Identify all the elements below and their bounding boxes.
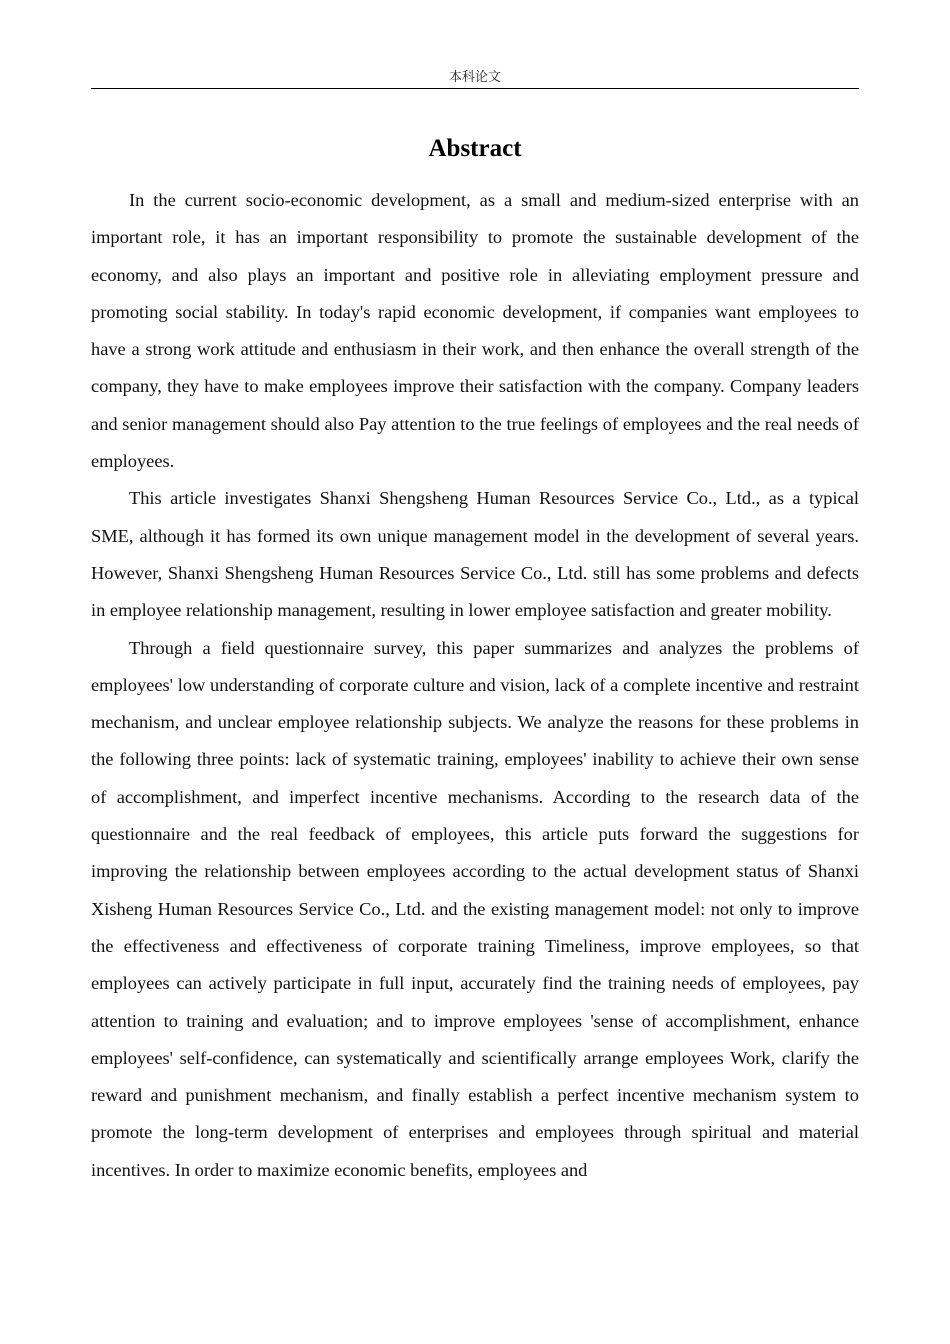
abstract-paragraph-1: In the current socio-economic development, as a small and medium-sized enterprise with an important role, it has an important responsibility to promote the sustainable development of the economy, and also plays an important and positive role in alleviating employment pressure and promoting social stability. In today's rapid economic development, if companies want employees to have a strong work attitude and enthusiasm in their work, and then enhance the overall strength of the company, they have to make employees improve their satisfaction with the company. Company leaders and senior management should also Pay attention to the true feelings of employees and the real needs of employees. xyxy=(91,190,859,472)
abstract-paragraph-2: This article investigates Shanxi Shengsheng Human Resources Service Co., Ltd., as a typical SME, although it has formed its own unique management model in the development of several years. However, Shanxi Shengsheng Human Resources Service Co., Ltd. still has some problems and defects in employee relationship management, resulting in lower employee satisfaction and greater mobility. xyxy=(91,488,859,621)
running-header: 本科论文 xyxy=(448,70,501,85)
header-rule xyxy=(91,88,859,89)
abstract-paragraph-3: Through a field questionnaire survey, this paper summarizes and analyzes the problems of employees' low understanding of corporate culture and vision, lack of a complete incentive and restraint mechanism, and unclear employee relationship subjects. We analyze the reasons for these problems in the following three points: lack of systematic training, employees' inability to achieve their own sense of accomplishment, and imperfect incentive mechanisms. According to the research data of the questionnaire and the real feedback of employees, this article puts forward the suggestions for improving the relationship between employees according to the actual development status of Shanxi Xisheng Human Resources Service Co., Ltd. and the existing management model: not only to improve the effectiveness and effectiveness of corporate training Timeliness, improve employees, so that employees can actively participate in full input, accurately find the training needs of employees, pay attention to training and evaluation; and to improve employees 'sense of accomplishment, enhance employees' self-confidence, can systematically and scientifically arrange employees Work, clarify the reward and punishment mechanism, and finally establish a perfect incentive mechanism system to promote the long-term development of enterprises and employees through spiritual and material incentives. In order to maximize economic benefits, employees and xyxy=(91,637,859,1180)
abstract-body xyxy=(91,182,859,1189)
abstract-title: Abstract xyxy=(428,135,522,162)
